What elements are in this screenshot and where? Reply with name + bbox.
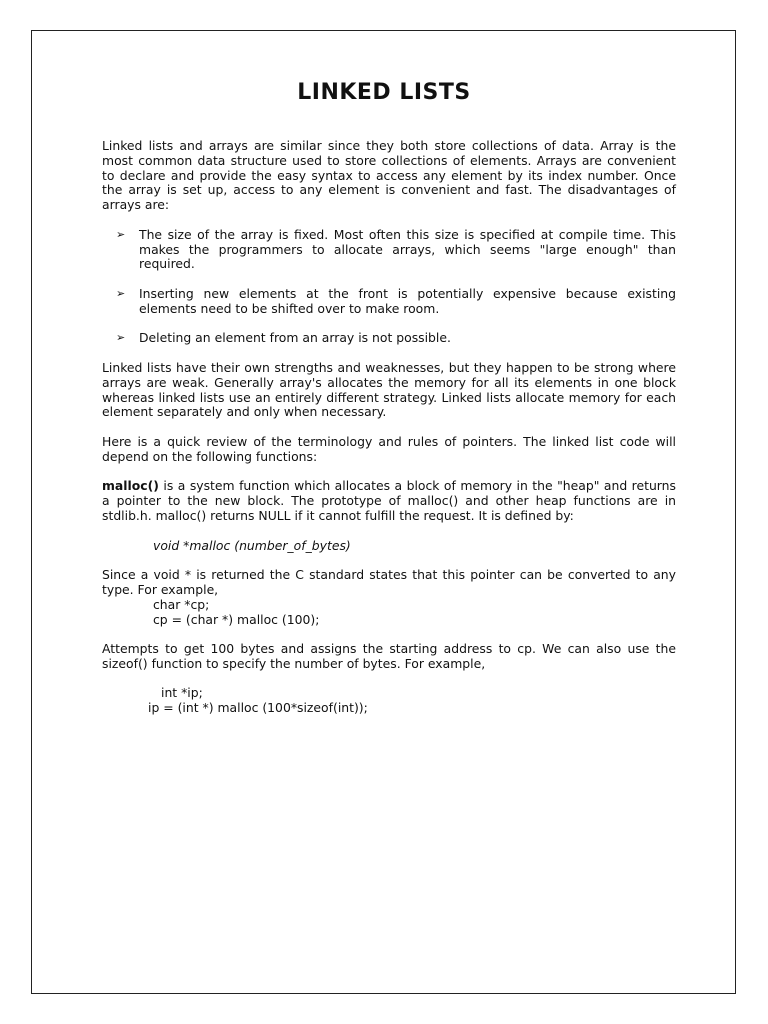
code-example bbox=[102, 686, 676, 716]
code-line: cp = (char *) malloc (100); bbox=[153, 611, 320, 627]
list-item bbox=[102, 228, 676, 272]
malloc-paragraph bbox=[102, 479, 676, 523]
arrow-bullet-icon: ➢ bbox=[116, 331, 126, 345]
document-body bbox=[102, 139, 676, 731]
void-pointer-paragraph: Since a void * is returned the C standard states that this pointer can be converted to any type. For example, bbox=[102, 567, 676, 597]
malloc-signature: void *malloc (number_of_bytes) bbox=[153, 537, 351, 553]
list-item-text: The size of the array is fixed. Most often this size is specified at compile time. This makes the programmers to allocate arrays, which seems "large enough" than required. bbox=[139, 226, 676, 272]
code-line: int *ip; bbox=[161, 685, 203, 701]
list-item bbox=[102, 287, 676, 317]
code-line: ip = (int *) malloc (100*sizeof(int)); bbox=[148, 700, 368, 716]
attempts-paragraph: Attempts to get 100 bytes and assigns the starting address to cp. We can also use the sizeof() function to specify the number of bytes. For example, bbox=[102, 641, 676, 671]
arrow-bullet-icon: ➢ bbox=[116, 286, 126, 300]
malloc-description: is a system function which allocates a block of memory in the "heap" and returns a pointer to the new block. The prototype of malloc() and other heap functions are in stdlib.h. malloc() returns NULL if it cannot fulfill the request. It is defined by: bbox=[102, 478, 676, 523]
arrow-bullet-icon: ➢ bbox=[116, 227, 126, 241]
strengths-paragraph: Linked lists have their own strengths and weaknesses, but they happen to be strong where arrays are weak. Generally array's allocates the memory for all its elements in one block whereas linked lists use an entirely different strategy. Linked lists allocate memory for each element separately and only when necessary. bbox=[102, 359, 676, 420]
disadvantages-list bbox=[102, 228, 676, 346]
list-item-text: Inserting new elements at the front is potentially expensive because existing elements need to be shifted over to make room. bbox=[139, 285, 676, 316]
list-item-text: Deleting an element from an array is not possible. bbox=[139, 330, 451, 346]
review-paragraph: Here is a quick review of the terminology and rules of pointers. The linked list code will depend on the following functions: bbox=[102, 433, 676, 464]
page-title: LINKED LISTS bbox=[297, 80, 471, 105]
void-pointer-section bbox=[102, 568, 676, 627]
list-item bbox=[102, 331, 676, 346]
intro-paragraph: Linked lists and arrays are similar since they both store collections of data. Array is the most common data structure used to store collections of elements. Arrays are convenient to declare and provide the easy syntax to access any element by its index number. Once the array is set up, access to any element is convenient and fast. The disadvantages of arrays are: bbox=[102, 138, 676, 213]
malloc-term: malloc() bbox=[102, 478, 159, 494]
code-line: char *cp; bbox=[153, 596, 210, 612]
